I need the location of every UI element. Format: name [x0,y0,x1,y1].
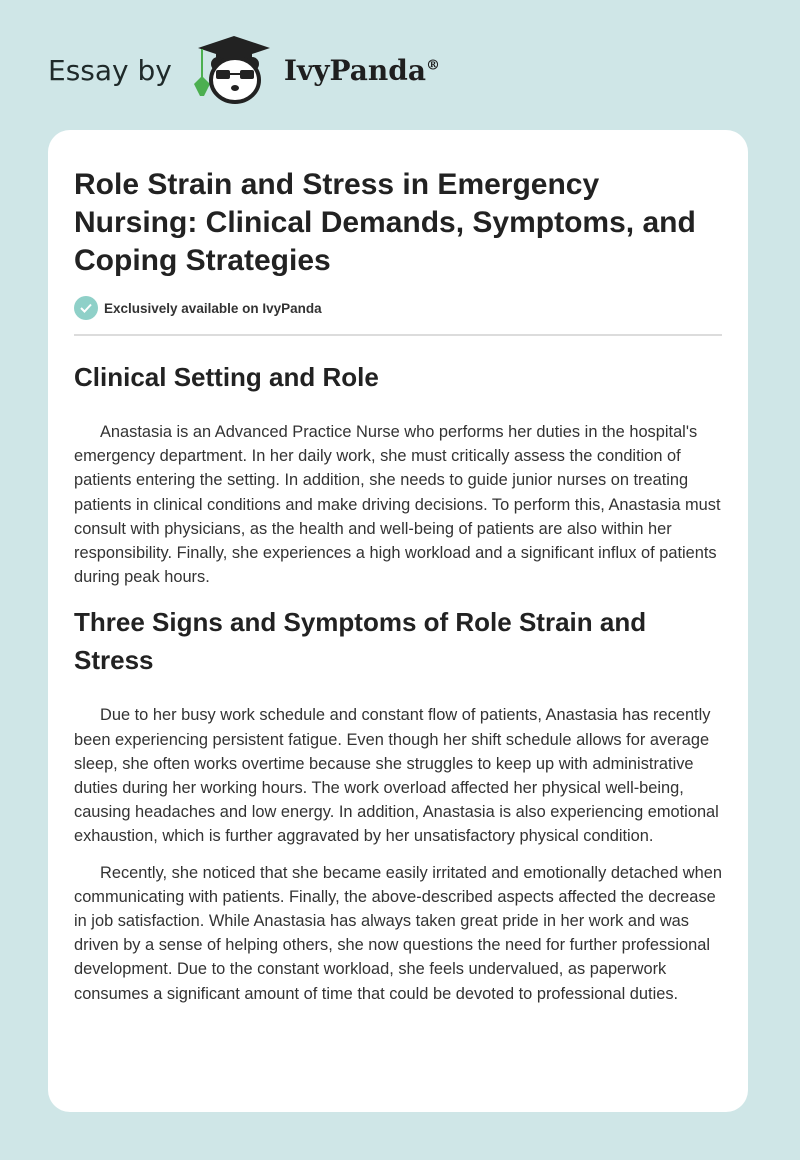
essay-card [48,130,748,1112]
paragraph: Anastasia is an Advanced Practice Nurse who performs her duties in the hospital's emergency department. In her daily work, she must critically assess the condition of patients entering the setting. In addition, she needs to guide junior nurses on treating patients in clinical conditions and make driving decisions. To perform this, Anastasia must consult with physicians, as the health and well-being of patients are also within her responsibility. Finally, she experiences a high workload and a significant influx of patients during peak hours. [74,423,721,587]
brand-name: IvyPanda® [283,53,441,87]
essay-by-label: Essay by [48,53,172,87]
section-heading: Three Signs and Symptoms of Role Strain and Stress [74,607,647,676]
site-header [48,30,440,110]
paragraph: Due to her busy work schedule and constant flow of patients, Anastasia has recently been experiencing persistent fatigue. Even though her shift schedule allows for average sleep, she often works overtime because she struggles to keep up with administrative duties during her working hours. The work overload affected her physical well-being, causing headaches and low energy. In addition, Anastasia is also experiencing emotional exhaustion, which is further aggravated by her unsatisfactory physical condition. [74,706,719,846]
paragraph: Recently, she noticed that she became easily irritated and emotionally detached when communicating with patients. Finally, the above-described aspects affected the decrease in job satisfaction. While Anastasia has always taken great pride in her work and was driven by a sense of helping others, she now questions the need for further professional development. Due to the constant workload, she feels undervalued, as paperwork consumes a significant amount of time that could be devoted to professional duties. [74,863,722,1003]
exclusive-label: Exclusively available on IvyPanda [104,300,322,316]
divider [74,334,722,336]
panda-logo-icon [190,34,274,106]
exclusive-badge [74,296,722,320]
essay-title: Role Strain and Stress in Emergency Nursing: Clinical Demands, Symptoms, and Coping Strategies [74,168,696,277]
section-heading: Clinical Setting and Role [74,362,379,392]
check-icon [74,296,98,320]
